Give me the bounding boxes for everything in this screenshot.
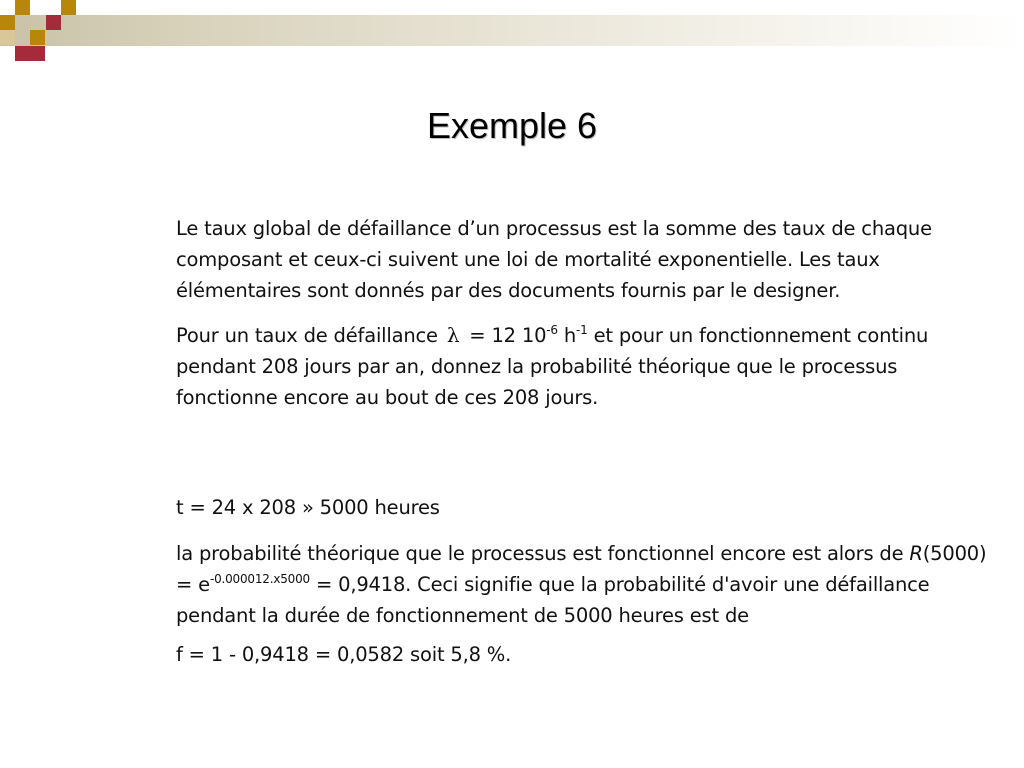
question-text-4: et pour un fonctionnement continu pendant 208 jours par an, donnez la probabilité théorique que le processus fonctionne encore au bout de ces 208 jours.	[176, 324, 929, 409]
paragraph-time: t = 24 x 208 » 5000 heures	[176, 496, 440, 519]
question-text-3: h	[557, 324, 577, 347]
paragraph-failure: f = 1 - 0,9418 = 0,0582 soit 5,8 %.	[176, 643, 512, 666]
slide-title: Exemple 6	[426, 105, 598, 146]
exponent-minus-6: -6	[546, 322, 558, 337]
decor-square	[30, 30, 45, 45]
header-band	[0, 15, 1024, 46]
paragraph-probability	[176, 538, 991, 631]
question-text-2: = 12 10	[463, 324, 547, 347]
probability-text-2: (5000) = e	[176, 542, 987, 596]
decor-square	[0, 30, 15, 45]
paragraph-intro: Le taux global de défaillance d’un processus est la somme des taux de chaque composant et ceux-ci suivent une loi de mortalité exponentielle. Les taux élémentaires sont donnés par des documents fournis par le designer.	[176, 217, 932, 302]
reliability-symbol: R	[909, 542, 923, 565]
exponent-minus-1: -1	[576, 322, 588, 337]
decor-square	[15, 46, 30, 61]
probability-text-3: = 0,9418. Ceci signifie que la probabilité d'avoir une défaillance pendant la durée de fonctionnement de 5000 heures est de	[176, 573, 930, 627]
decor-square	[61, 0, 76, 15]
decor-square	[30, 46, 45, 61]
paragraph-question	[176, 320, 991, 413]
decor-square	[46, 15, 61, 30]
probability-text-1: la probabilité théorique que le processus est fonctionnel encore est alors de	[176, 542, 910, 565]
question-text-1: Pour un taux de défaillance	[176, 324, 438, 347]
decor-square	[0, 15, 15, 30]
exponent-reliability: -0.000012.x5000	[209, 571, 310, 586]
decor-square	[15, 0, 30, 15]
lambda-symbol: λ	[446, 323, 460, 347]
